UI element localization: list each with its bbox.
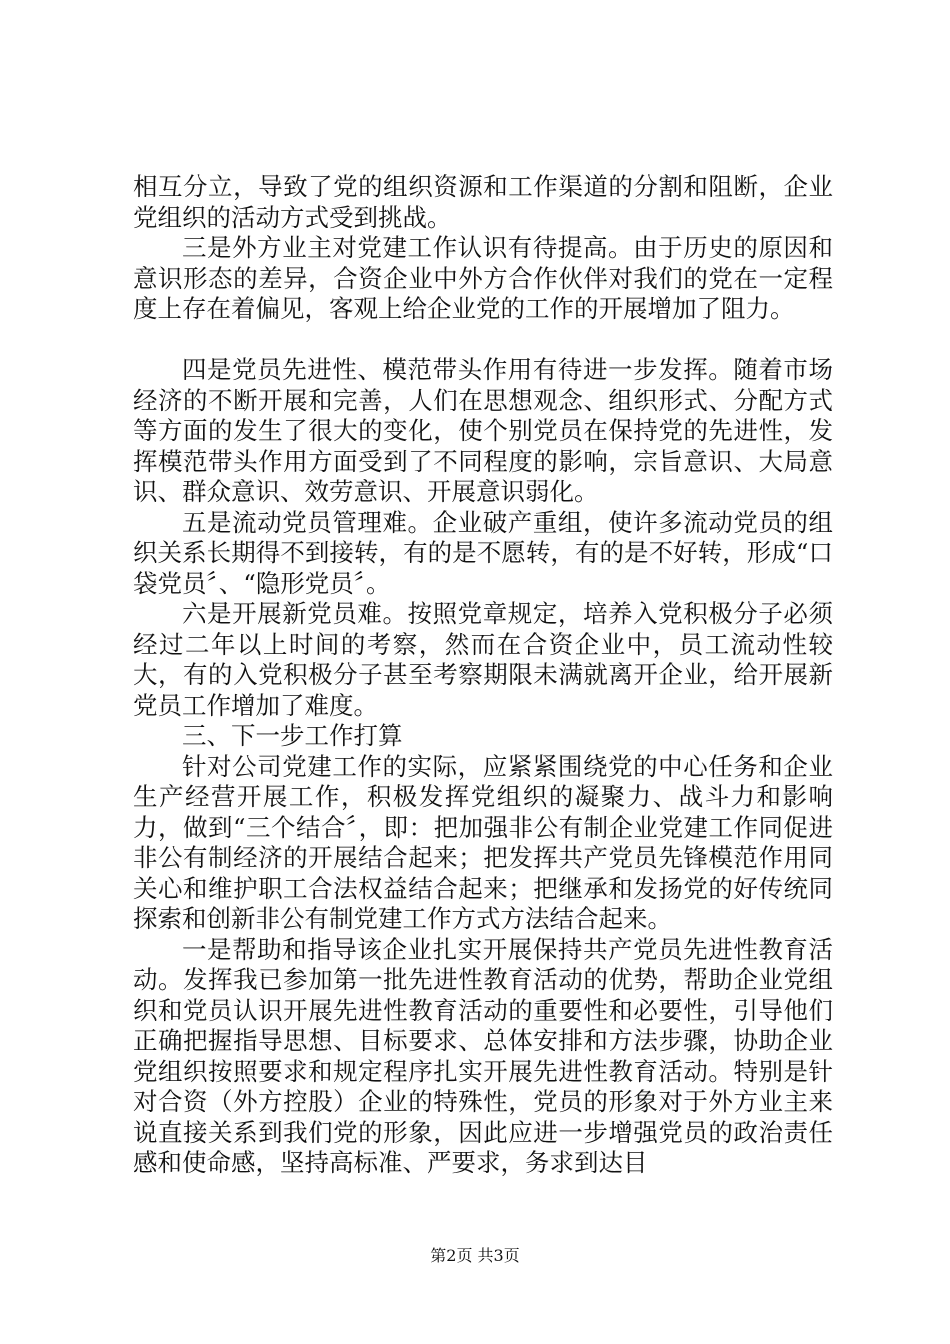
paragraph-7: 一是帮助和指导该企业扎实开展保持共产党员先进性教育活动。发挥我已参加第一批先进性教育活动的优势，帮助企业党组织和党员认识开展先进性教育活动的重要性和必要性，引导他们正确把握指导思想、目标要求、总体安排和方法步骤，协助企业党组织按照要求和规定程序扎实开展先进性教育活动。特别是针对合资（外方控股）企业的特殊性，党员的形象对于外方业主来说直接关系到我们党的形象，因此应进一步增强党员的政治责任感和使命感，坚持高标准、严要求，务求到达目: [133, 934, 833, 1177]
page-footer: 第2页 共3页: [430, 1246, 520, 1265]
paragraph-5: 六是开展新党员难。按照党章规定，培养入党积极分子必须经过二年以上时间的考察，然而在合资企业中，员工流动性较大，有的入党积极分子甚至考察期限未满就离开企业，给开展新党员工作增加了难度。: [133, 599, 833, 720]
paragraph-1: 相互分立，导致了党的组织资源和工作渠道的分割和阻断，企业党组织的活动方式受到挑战。: [133, 172, 833, 232]
paragraph-2: 三是外方业主对党建工作认识有待提高。由于历史的原因和意识形态的差异，合资企业中外方合作伙伴对我们的党在一定程度上存在着偏见，客观上给企业党的工作的开展增加了阻力。: [133, 233, 833, 323]
paragraph-3: 四是党员先进性、模范带头作用有待进一步发挥。随着市场经济的不断开展和完善，人们在思想观念、组织形式、分配方式等方面的发生了很大的变化，使个别党员在保持党的先进性，发挥模范带头作用方面受到了不同程度的影响，宗旨意识、大局意识、群众意识、效劳意识、开展意识弱化。: [133, 355, 833, 506]
paragraph-4: 五是流动党员管理难。企业破产重组，使许多流动党员的组织关系长期得不到接转，有的是不愿转，有的是不好转，形成“口袋党员〞、“隐形党员〞。: [133, 507, 833, 598]
paragraph-6: 针对公司党建工作的实际，应紧紧围绕党的中心任务和企业生产经营开展工作，积极发挥党组织的凝聚力、战斗力和影响力，做到“三个结合〞，即：把加强非公有制企业党建工作同促进非公有制经济的开展结合起来；把发挥共产党员先锋模范作用同关心和维护职工合法权益结合起来；把继承和发扬党的好传统同探索和创新非公有制党建工作方式方法结合起来。: [133, 751, 833, 933]
section-heading: 三、下一步工作打算: [182, 721, 403, 750]
body-text: [133, 172, 833, 1179]
